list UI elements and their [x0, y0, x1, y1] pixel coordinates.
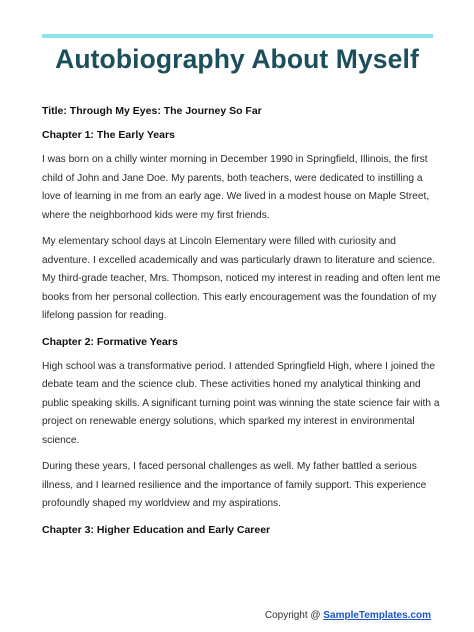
document-title: Autobiography About Myself — [55, 44, 419, 74]
document-subtitle: Title: Through My Eyes: The Journey So Far — [42, 105, 262, 117]
chapter-1-paragraph-1: I was born on a chilly winter morning in December 1990 in Springfield, Illinois, the first child of John and Jane Doe. My parents, both teachers, were dedicated to instilling a love of learning in me from an early age. We lived in a modest house on Maple Street, where the neighborhood kids were my first friends. — [42, 154, 430, 221]
copyright-text: Copyright @ — [264, 610, 324, 621]
chapter-2-heading: Chapter 2: Formative Years — [42, 335, 178, 348]
document-body — [42, 104, 442, 537]
top-accent-rule — [42, 34, 433, 38]
footer — [265, 610, 431, 621]
chapter-1-paragraph-2: My elementary school days at Lincoln Elementary were filled with curiosity and adventure. I excelled academically and was particularly drawn to literature and science. My third-grade teacher, Mrs. Thompson, noticed my interest in reading and often lent me books from her personal collection. This early encouragement was the foundation of my lifelong passion for reading. — [42, 236, 441, 321]
chapter-2-paragraph-2: During these years, I faced personal challenges as well. My father battled a serious illness, and I learned resilience and the importance of family support. This experience profoundly shaped my worldview and my aspirations. — [42, 461, 427, 509]
chapter-3-heading: Chapter 3: Higher Education and Early Career — [42, 523, 271, 536]
chapter-1-heading: Chapter 1: The Early Years — [42, 129, 175, 141]
chapter-2-paragraph-1: High school was a transformative period. I attended Springfield High, where I joined the debate team and the science club. These activities honed my analytical thinking and public speaking skills. A significant turning point was winning the state science fair with a project on renewable energy solutions, which sparked my interest in environmental science. — [42, 360, 440, 446]
sampletemplates-link[interactable]: SampleTemplates.com — [323, 610, 431, 621]
